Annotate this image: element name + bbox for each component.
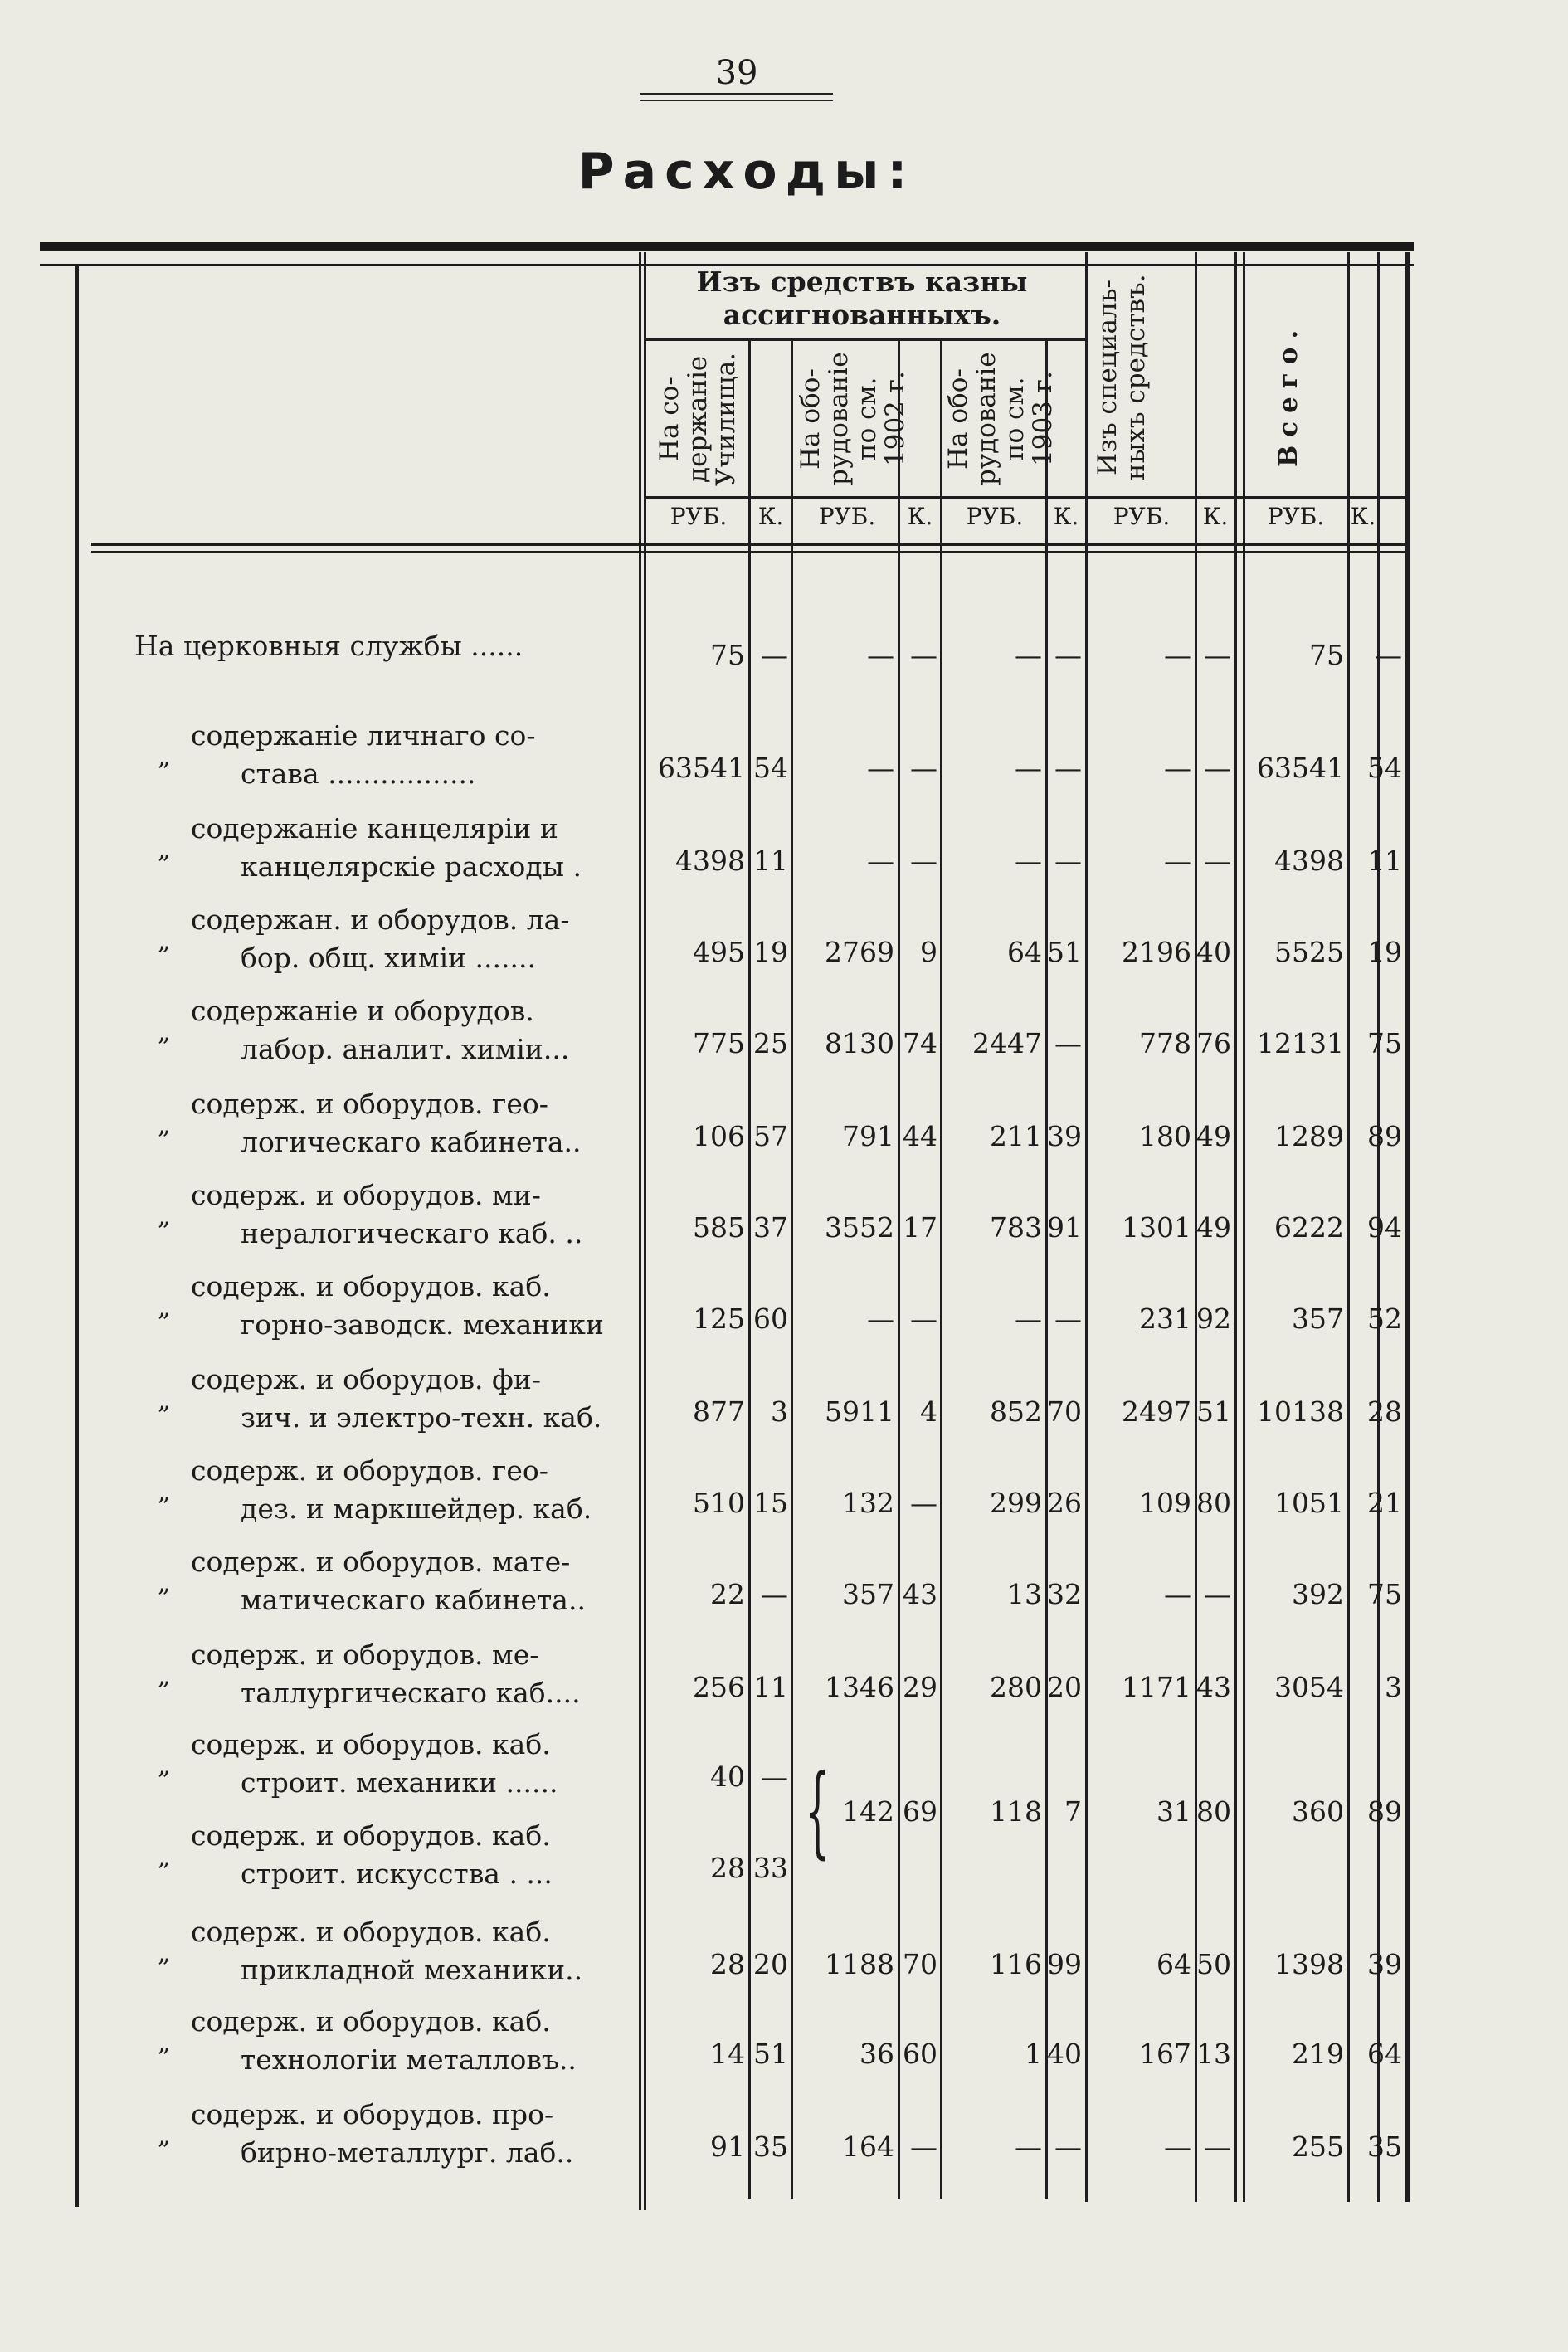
table-cell: — [761,639,788,671]
table-cell: 26 [1047,1487,1082,1519]
header-bottom-rule [91,543,1405,546]
table-right-border [1405,252,1410,2202]
table-cell: — [761,1578,788,1610]
table-cell: 1346 [825,1671,894,1703]
table-cell: 11 [753,845,788,877]
table-cell: 783 [990,1211,1042,1244]
unit-rub: РУБ. [670,503,728,530]
table-cell: 778 [1139,1027,1191,1059]
table-cell: 106 [693,1120,745,1152]
row-label [116,2003,639,2079]
table-cell: 3 [771,1395,788,1428]
merged-cell: 7 [1064,1795,1082,1828]
table-cell: 52 [1367,1303,1402,1335]
table-cell: 91 [710,2130,745,2163]
table-cell: 51 [1047,936,1082,968]
table-cell: 6222 [1274,1211,1344,1244]
table-cell: 28 [710,1948,745,1980]
table-cell: 8130 [825,1027,894,1059]
table-cell: — [1164,2130,1191,2163]
row-label-line: содерж. и оборудов. каб. [191,1819,551,1852]
table-cell: 180 [1139,1120,1191,1152]
col-divider [898,340,900,2199]
unit-rub: РУБ. [966,503,1024,530]
page-title: Расходы: [577,143,916,201]
ditto-mark: „ [158,1018,171,1047]
row-label-line: горно-заводск. механики [241,1308,604,1341]
row-label-line: содержан. и оборудов. ла- [191,903,570,936]
table-cell: 51 [753,2038,788,2070]
row-label [116,1913,639,1989]
table-cell: — [1164,752,1191,784]
table-cell: 5911 [825,1395,894,1428]
table-cell: 25 [753,1027,788,1059]
row-label-line: лабор. аналит. химіи... [241,1033,570,1065]
table-cell: — [1164,1578,1191,1610]
table-cell: 60 [753,1303,788,1335]
table-cell: 39 [1367,1948,1402,1980]
table-cell: 15 [753,1487,788,1519]
table-cell: 1398 [1274,1948,1344,1980]
row-label-line: содерж. и оборудов. каб. [191,2005,551,2038]
ditto-mark: „ [158,927,171,956]
table-cell: — [1015,639,1042,671]
row-label [116,992,639,1069]
table-cell: 89 [1367,1120,1402,1152]
row-label [116,1176,639,1253]
unit-rub: РУБ. [1267,503,1325,530]
merge-brace: { [805,1754,830,1869]
table-cell: 70 [903,1948,937,1980]
table-cell: 54 [753,752,788,784]
table-cell: 75 [1367,1027,1402,1059]
ditto-mark: „ [158,835,171,864]
unit-kop: К. [1053,503,1079,530]
page-number-underline [640,100,833,101]
table-cell: — [867,1303,894,1335]
table-cell: 28 [710,1852,745,1884]
header-col-equip-1903: На обо-рудованіе по см. 1903 г. [943,352,1058,486]
row-label [116,1636,639,1712]
table-cell: 1051 [1274,1487,1344,1519]
unit-kop: К. [757,503,784,530]
table-cell: 3054 [1274,1671,1344,1703]
merged-cell: 89 [1367,1795,1402,1828]
table-cell: 40 [710,1760,745,1793]
table-cell: 299 [990,1487,1042,1519]
table-cell: — [1054,1027,1082,1059]
table-cell: — [1054,2130,1082,2163]
table-cell: 19 [1367,936,1402,968]
table-cell: 2196 [1122,936,1191,968]
table-cell: 91 [1047,1211,1082,1244]
table-cell: 49 [1196,1120,1231,1152]
table-cell: — [910,1487,937,1519]
table-cell: 4398 [1274,845,1344,877]
table-cell: 64 [1367,2038,1402,2070]
ditto-mark: „ [158,1111,171,1140]
table-cell: — [1164,845,1191,877]
table-cell: 64 [1007,936,1042,968]
table-cell: 50 [1196,1948,1231,1980]
table-cell: 94 [1367,1211,1402,1244]
table-cell: 36 [859,2038,894,2070]
table-cell: 92 [1196,1303,1231,1335]
ditto-mark: „ [158,1662,171,1691]
table-cell: — [1054,639,1082,671]
table-cell: 10138 [1257,1395,1344,1428]
table-cell: 164 [842,2130,894,2163]
table-cell: 13 [1196,2038,1231,2070]
row-label [116,1726,639,1802]
table-cell: 37 [753,1211,788,1244]
table-cell: — [1015,752,1042,784]
table-left-border [75,265,79,2207]
unit-kop: К. [907,503,933,530]
merged-cell: 80 [1196,1795,1231,1828]
table-cell: 11 [1367,845,1402,877]
table-cell: 9 [920,936,937,968]
table-cell: — [910,639,937,671]
table-cell: 4 [920,1395,937,1428]
row-label [116,901,639,977]
col-divider [1045,340,1048,2199]
table-cell: — [1054,845,1082,877]
row-label-line: содерж. и оборудов. про- [191,2098,554,2130]
table-cell: 43 [903,1578,937,1610]
row-label [116,1268,639,1344]
table-cell: 80 [1196,1487,1231,1519]
table-cell: — [1204,639,1231,671]
table-cell: 49 [1196,1211,1231,1244]
row-label-line: прикладной механики.. [241,1954,583,1986]
table-cell: 39 [1047,1120,1082,1152]
row-label [116,1085,639,1161]
ditto-mark: „ [158,2028,171,2057]
table-cell: 33 [753,1852,788,1884]
table-cell: 125 [693,1303,745,1335]
table-cell: 256 [693,1671,745,1703]
table-cell: 75 [1309,639,1344,671]
row-label-line: таллургическаго каб.... [241,1677,581,1709]
table-cell: 5525 [1274,936,1344,968]
table-cell: — [1164,639,1191,671]
table-cell: 255 [1292,2130,1344,2163]
table-cell: 32 [1047,1578,1082,1610]
ditto-mark: „ [158,743,171,772]
table-cell: 392 [1292,1578,1344,1610]
row-label-line: На церковныя службы ...... [134,630,523,662]
table-cell: 877 [693,1395,745,1428]
table-cell: 75 [1367,1578,1402,1610]
table-cell: 35 [1367,2130,1402,2163]
row-label [116,2096,639,2172]
row-label-line: содерж. и оборудов. каб. [191,1916,551,1948]
header-unit-rule [644,496,1405,499]
header-col-total: Всего. [1273,321,1303,467]
row-label [116,717,639,793]
row-label-line: технологіи металловъ.. [241,2043,577,2076]
table-cell: 20 [753,1948,788,1980]
row-label-line: строит. искусства . ... [241,1858,553,1890]
row-label-line: бор. общ. химіи ....... [241,942,536,974]
table-cell: 2447 [972,1027,1042,1059]
ditto-mark: „ [158,1202,171,1231]
table-cell: 12131 [1257,1027,1344,1059]
table-cell: — [1015,1303,1042,1335]
ditto-mark: „ [158,1569,171,1598]
table-cell: 99 [1047,1948,1082,1980]
row-label-line: содерж. и оборудов. ми- [191,1179,541,1211]
table-cell: — [1204,845,1231,877]
table-cell: 1301 [1122,1211,1191,1244]
row-label-line: содерж. и оборудов. гео- [191,1454,548,1487]
unit-kop: К. [1350,503,1376,530]
table-cell: 29 [903,1671,937,1703]
table-cell: 231 [1139,1303,1191,1335]
table-cell: 1188 [825,1948,894,1980]
table-cell: — [910,752,937,784]
unit-rub: РУБ. [1113,503,1171,530]
col-divider [748,340,751,2199]
row-label-line: канцелярскіе расходы . [241,850,582,883]
table-cell: 20 [1047,1671,1082,1703]
table-cell: 1171 [1122,1671,1191,1703]
row-label [116,1543,639,1619]
table-cell: — [1204,1578,1231,1610]
row-label-line: содерж. и оборудов. гео- [191,1088,548,1120]
table-cell: — [910,2130,937,2163]
table-cell: 4398 [675,845,745,877]
merged-cell: 360 [1292,1795,1344,1828]
row-label-line: бирно-металлург. лаб.. [241,2136,574,2169]
table-cell: 11 [753,1671,788,1703]
ditto-mark: „ [158,1751,171,1780]
page-number: 39 [640,53,833,95]
row-label-line: содерж. и оборудов. ме- [191,1639,539,1671]
row-label-line: дез. и маркшейдер. каб. [241,1493,592,1525]
table-cell: 280 [990,1671,1042,1703]
row-label-line: содерж. и оборудов. фи- [191,1363,542,1395]
table-cell: — [1204,752,1231,784]
table-cell: 13 [1007,1578,1042,1610]
table-cell: 76 [1196,1027,1231,1059]
row-label-line: содержаніе канцеляріи и [191,812,558,845]
table-cell: 116 [990,1948,1042,1980]
col-divider [791,340,793,2199]
table-cell: 60 [903,2038,937,2070]
table-cell: 791 [842,1120,894,1152]
row-label-line: става ................. [241,757,476,790]
table-cell: 167 [1139,2038,1191,2070]
table-cell: 54 [1367,752,1402,784]
col-divider [644,252,646,2210]
row-label-line: содержаніе личнаго со- [191,719,536,752]
row-label [116,627,639,665]
header-bottom-rule-thin [91,551,1405,553]
table-cell: — [867,752,894,784]
table-cell: 495 [693,936,745,968]
row-label-line: содерж. и оборудов. каб. [191,1270,551,1303]
table-cell: 22 [710,1578,745,1610]
row-label-line: логическаго кабинета.. [241,1126,582,1158]
table-cell: 64 [1157,1948,1191,1980]
row-label [116,1361,639,1437]
table-cell: 44 [903,1120,937,1152]
table-cell: 109 [1139,1487,1191,1519]
ditto-mark: „ [158,1843,171,1872]
table-cell: 585 [693,1211,745,1244]
table-cell: 28 [1367,1395,1402,1428]
table-cell: 852 [990,1395,1042,1428]
table-cell: 40 [1196,936,1231,968]
table-cell: 2497 [1122,1395,1191,1428]
table-cell: 775 [693,1027,745,1059]
table-cell: — [1054,752,1082,784]
row-label-line: строит. механики ...... [241,1766,558,1799]
row-label-line: содерж. и оборудов. мате- [191,1546,571,1578]
table-cell: — [867,639,894,671]
row-label-line: нералогическаго каб. .. [241,1217,583,1249]
table-cell: 1 [1025,2038,1042,2070]
table-cell: 35 [753,2130,788,2163]
table-cell: 17 [903,1211,937,1244]
ditto-mark: „ [158,1386,171,1415]
table-cell: 211 [990,1120,1042,1152]
table-cell: 14 [710,2038,745,2070]
row-label-line: содержаніе и оборудов. [191,995,534,1027]
table-cell: 70 [1047,1395,1082,1428]
table-cell: 21 [1367,1487,1402,1519]
table-cell: — [1015,845,1042,877]
table-cell: — [1015,2130,1042,2163]
table-cell: 1289 [1274,1120,1344,1152]
row-label [116,810,639,886]
merged-cell: 142 [842,1795,894,1828]
table-cell: 219 [1292,2038,1344,2070]
table-cell: 19 [753,936,788,968]
ditto-mark: „ [158,1293,171,1322]
table-cell: 51 [1196,1395,1231,1428]
header-group-rule [644,338,1085,341]
table-top-thick-rule [40,242,1414,251]
row-label [116,1817,639,1893]
merged-cell: 118 [990,1795,1042,1828]
row-label-line: матическаго кабинета.. [241,1584,586,1616]
table-cell: 3552 [825,1211,894,1244]
table-cell: 43 [1196,1671,1231,1703]
table-cell: 40 [1047,2038,1082,2070]
col-divider [940,340,942,2199]
col-divider [639,252,641,2210]
header-group-treasury: Изъ средствъ казны ассигнованныхъ. [696,265,1028,331]
table-cell: — [1375,639,1402,671]
header-col-special: Изъ специаль-ныхъ средствъ. [1093,274,1151,481]
table-cell: — [1054,1303,1082,1335]
table-cell: 63541 [658,752,745,784]
unit-rub: РУБ. [818,503,876,530]
header-col-maintenance: На со-держаніе Училища. [655,352,741,486]
table-cell: 57 [753,1120,788,1152]
unit-kop: К. [1202,503,1229,530]
table-cell: — [910,845,937,877]
table-cell: 63541 [1257,752,1344,784]
merged-cell: 69 [903,1795,937,1828]
table-cell: 75 [710,639,745,671]
row-label-line: содерж. и оборудов. каб. [191,1728,551,1760]
row-label [116,1452,639,1528]
table-cell: 510 [693,1487,745,1519]
table-cell: — [1204,2130,1231,2163]
header-col-equip-1902: На обо-рудованіе по см. 1902 г. [796,352,910,486]
ditto-mark: „ [158,2121,171,2150]
table-cell: 357 [1292,1303,1344,1335]
merged-cell: 31 [1157,1795,1191,1828]
table-cell: 2769 [825,936,894,968]
table-cell: 132 [842,1487,894,1519]
table-cell: 357 [842,1578,894,1610]
table-cell: — [910,1303,937,1335]
table-cell: — [761,1760,788,1793]
table-cell: 3 [1385,1671,1402,1703]
table-cell: — [867,845,894,877]
ditto-mark: „ [158,1478,171,1507]
ditto-mark: „ [158,1939,171,1968]
table-cell: 74 [903,1027,937,1059]
row-label-line: зич. и электро-техн. каб. [241,1401,602,1434]
